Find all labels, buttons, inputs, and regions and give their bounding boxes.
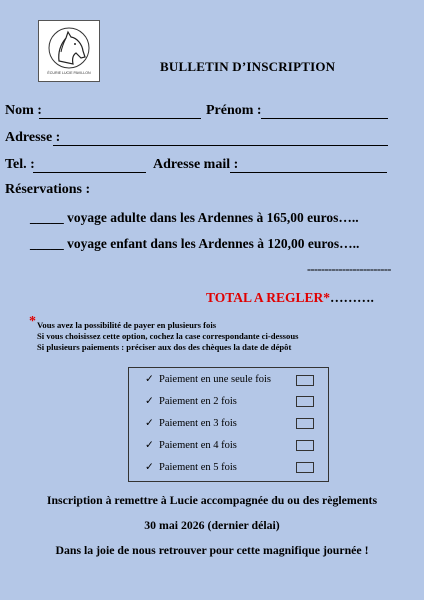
adult-quantity-blank[interactable]: _____ <box>30 210 64 225</box>
payment-option-label: Paiement en 5 fois <box>159 462 237 473</box>
total-label: TOTAL A REGLER* <box>206 290 331 305</box>
note-line-3: Si plusieurs paiements : préciser aux dos des chèques la date de dépôt <box>37 342 292 352</box>
payment-option-label: Paiement en une seule fois <box>159 374 271 385</box>
footer-deadline: 30 mai 2026 (dernier délai) <box>144 518 280 532</box>
tel-field[interactable] <box>33 172 146 173</box>
logo <box>38 20 100 82</box>
horse-head-icon <box>39 21 99 81</box>
logo-caption: ÉCURIE LUCIE PAVILLON <box>47 71 91 75</box>
payment-option <box>145 395 237 407</box>
note-line-1: Vous avez la possibilité de payer en plusieurs fois <box>37 320 217 330</box>
child-trip-text: voyage enfant dans les Ardennes à 120,00 euros….. <box>67 236 360 251</box>
payment-checkbox-5[interactable] <box>296 462 314 473</box>
child-quantity-blank[interactable]: _____ <box>30 236 64 251</box>
prenom-label: Prénom : <box>206 103 262 118</box>
adult-trip-line <box>30 210 359 226</box>
page-title: BULLETIN D’INSCRIPTION <box>160 59 336 74</box>
reservations-label: Réservations : <box>5 182 91 197</box>
prenom-field[interactable] <box>261 118 388 119</box>
payment-options-box <box>128 367 329 482</box>
payment-option-label: Paiement en 2 fois <box>159 396 237 407</box>
checkmark-icon: ✓ <box>145 418 154 429</box>
payment-option <box>145 461 237 473</box>
payment-checkbox-2[interactable] <box>296 396 314 407</box>
payment-checkbox-3[interactable] <box>296 418 314 429</box>
payment-option-label: Paiement en 4 fois <box>159 440 237 451</box>
payment-checkbox-1[interactable] <box>296 375 314 386</box>
payment-option <box>145 373 271 385</box>
payment-checkbox-4[interactable] <box>296 440 314 451</box>
subtotal-dashes: ------------------------ <box>307 262 391 276</box>
adult-trip-text: voyage adulte dans les Ardennes à 165,00 euros….. <box>67 210 359 225</box>
footer-line-1: Inscription à remettre à Lucie accompagnée du ou des règlements <box>46 493 378 507</box>
total-dots: ………. <box>330 290 374 305</box>
payment-option-label: Paiement en 3 fois <box>159 418 237 429</box>
payment-option <box>145 439 237 451</box>
payment-option <box>145 417 237 429</box>
footer-line-3: Dans la joie de nous retrouver pour cette magnifique journée ! <box>55 543 369 557</box>
checkmark-icon: ✓ <box>145 440 154 451</box>
adresse-field[interactable] <box>53 145 388 146</box>
nom-label: Nom : <box>5 103 42 118</box>
email-label: Adresse mail : <box>153 157 239 172</box>
child-trip-line <box>30 236 359 252</box>
note-line-2: Si vous choisissez cette option, cochez la case correspondante ci-dessous <box>37 331 299 341</box>
checkmark-icon: ✓ <box>145 462 154 473</box>
checkmark-icon: ✓ <box>145 374 154 385</box>
email-field[interactable] <box>230 172 387 173</box>
total-line <box>206 290 374 306</box>
tel-label: Tel. : <box>5 157 35 172</box>
payment-notes <box>37 320 298 353</box>
checkmark-icon: ✓ <box>145 396 154 407</box>
asterisk-note-icon: * <box>29 314 36 329</box>
adresse-label: Adresse : <box>5 130 61 145</box>
nom-field[interactable] <box>39 118 201 119</box>
